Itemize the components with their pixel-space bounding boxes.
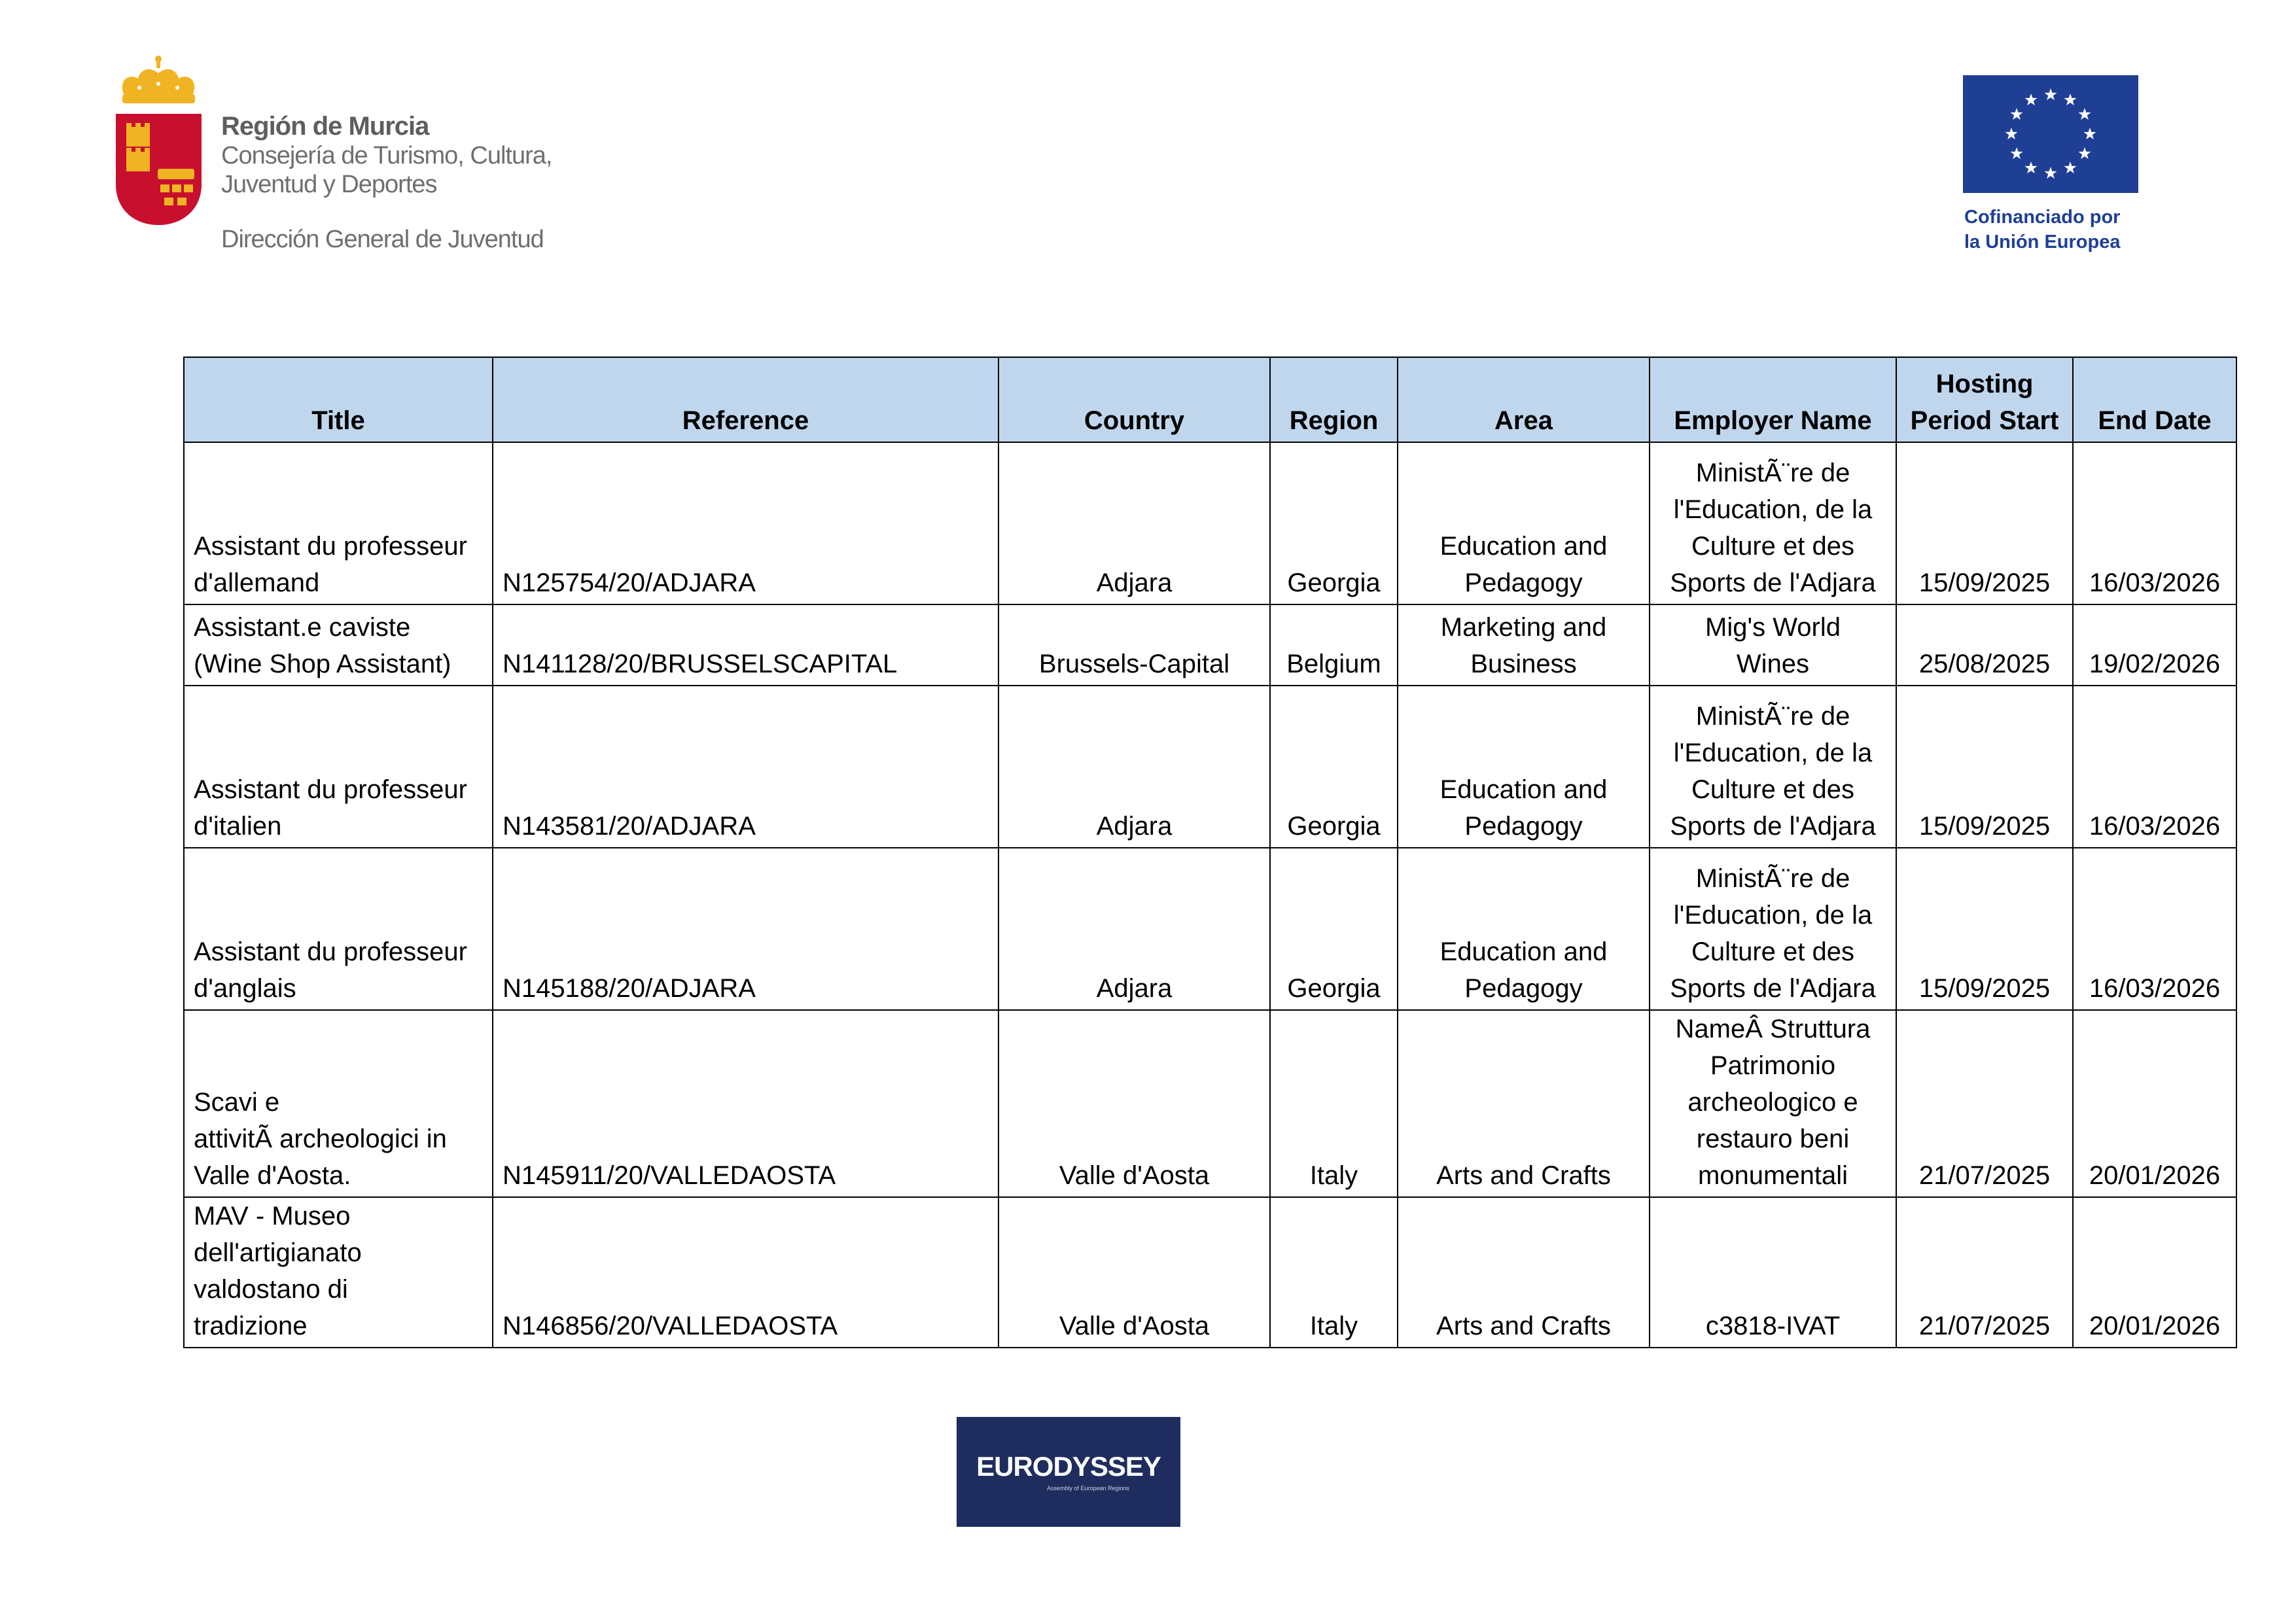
cell-employer-line: MinistÃ¨re de (1695, 459, 1850, 487)
eu-flag-icon (1963, 75, 2138, 193)
cell-employer-line: restauro beni (1696, 1125, 1850, 1153)
cell-title (184, 604, 493, 686)
cell-title-line: Assistant du professeur (194, 532, 467, 561)
cell-country: Adjara (998, 686, 1270, 848)
cell-region: Belgium (1270, 604, 1398, 686)
cell-start-date: 25/08/2025 (1896, 604, 2073, 686)
region-murcia-text (221, 111, 552, 254)
header-country: Country (998, 357, 1270, 442)
table-row (184, 442, 2236, 604)
cell-employer-line: Sports de l'Adjara (1670, 568, 1876, 597)
cell-country: Valle d'Aosta (998, 1010, 1270, 1197)
cell-area (1398, 686, 1650, 848)
cell-title (184, 442, 493, 604)
cell-end-date: 20/01/2026 (2073, 1197, 2236, 1348)
cell-area (1398, 442, 1650, 604)
cell-end-date: 19/02/2026 (2073, 604, 2236, 686)
cell-employer-line: monumentali (1697, 1161, 1848, 1190)
cell-area (1398, 1010, 1650, 1197)
cell-area-line: Education and (1439, 775, 1608, 804)
cell-employer-line: Sports de l'Adjara (1670, 812, 1876, 841)
cell-employer-line: MinistÃ¨re de (1695, 864, 1850, 893)
cell-employer-line: archeologico e (1687, 1088, 1858, 1117)
header-title: Title (184, 357, 493, 442)
eu-text-line1: Cofinanciado por (1964, 207, 2121, 228)
cell-region: Italy (1270, 1197, 1398, 1348)
cell-reference: N145188/20/ADJARA (493, 848, 998, 1010)
cell-region: Italy (1270, 1010, 1398, 1197)
cell-title (184, 848, 493, 1010)
header-employer: Employer Name (1650, 357, 1896, 442)
cell-employer-line: Wines (1736, 650, 1810, 678)
cell-area-line: Arts and Crafts (1436, 1312, 1611, 1340)
cell-country: Brussels-Capital (998, 604, 1270, 686)
cell-reference: N141128/20/BRUSSELSCAPITAL (493, 604, 998, 686)
cell-region: Georgia (1270, 848, 1398, 1010)
cell-area-line: Education and (1439, 532, 1608, 561)
cell-title-line: (Wine Shop Assistant) (194, 650, 451, 678)
cell-title-line: attivitÃ archeologici in (194, 1125, 447, 1153)
cell-employer-line: l'Education, de la (1673, 901, 1873, 930)
header-reference: Reference (493, 357, 998, 442)
cell-title-line: tradizione (194, 1312, 308, 1340)
table-header-row (184, 357, 2236, 442)
cell-area (1398, 604, 1650, 686)
cell-title-line: valdostano di (194, 1275, 348, 1304)
cell-title-line: Assistant du professeur (194, 775, 467, 804)
logo-line-juventud: Juventud y Deportes (221, 171, 437, 198)
cell-start-date: 15/09/2025 (1896, 848, 2073, 1010)
crown-shield-icon (115, 54, 203, 230)
cell-employer-line: Culture et des (1691, 775, 1855, 804)
cell-title-line: Scavi e (194, 1088, 280, 1117)
cell-title-line: d'italien (194, 812, 282, 841)
cell-employer-line: Patrimonio (1710, 1051, 1836, 1080)
cell-start-date: 21/07/2025 (1896, 1197, 2073, 1348)
cell-end-date: 16/03/2026 (2073, 442, 2236, 604)
cell-area-line: Pedagogy (1464, 568, 1583, 597)
cell-employer-line: c3818-IVAT (1705, 1312, 1841, 1340)
cell-area-line: Pedagogy (1464, 974, 1583, 1003)
cell-title-line: Valle d'Aosta. (194, 1161, 351, 1190)
cell-title (184, 1197, 493, 1348)
cell-employer-line: Culture et des (1691, 937, 1855, 966)
cell-employer-line: Mig's World (1705, 613, 1841, 642)
offers-table (183, 357, 2237, 1348)
cell-area-line: Business (1470, 650, 1577, 678)
cell-start-date: 15/09/2025 (1896, 442, 2073, 604)
cell-region: Georgia (1270, 442, 1398, 604)
eurodyssey-brand: EURODYSSEY (976, 1451, 1161, 1482)
cell-title (184, 686, 493, 848)
cell-employer-line: Culture et des (1691, 532, 1855, 561)
cell-country: Valle d'Aosta (998, 1197, 1270, 1348)
cell-reference: N143581/20/ADJARA (493, 686, 998, 848)
cell-employer-line: l'Education, de la (1673, 495, 1873, 524)
cell-reference: N145911/20/VALLEDAOSTA (493, 1010, 998, 1197)
table-row (184, 686, 2236, 848)
logo-line-consejeria: Consejería de Turismo, Cultura, (221, 142, 552, 169)
cell-employer (1650, 442, 1896, 604)
cell-end-date: 20/01/2026 (2073, 1010, 2236, 1197)
header-hosting-start: Hosting Period Start (1896, 357, 2073, 442)
cell-area (1398, 848, 1650, 1010)
header-area: Area (1398, 357, 1650, 442)
cell-title (184, 1010, 493, 1197)
cell-country: Adjara (998, 442, 1270, 604)
cell-title-line: MAV - Museo (194, 1202, 351, 1230)
cell-area-line: Education and (1439, 937, 1608, 966)
cell-start-date: 15/09/2025 (1896, 686, 2073, 848)
cell-employer-line: NameÂ Struttura (1675, 1015, 1871, 1043)
logo-line-region: Región de Murcia (221, 112, 429, 141)
eurodyssey-tagline: Assembly of European Regions (1046, 1485, 1130, 1492)
cell-area-line: Marketing and (1440, 613, 1607, 642)
table-row (184, 1197, 2236, 1348)
eu-text-line2: la Unión Europea (1964, 232, 2121, 253)
cell-start-date: 21/07/2025 (1896, 1010, 2073, 1197)
cell-reference: N125754/20/ADJARA (493, 442, 998, 604)
eu-cofinanced-text (1964, 205, 2140, 254)
cell-employer (1650, 686, 1896, 848)
cell-employer (1650, 604, 1896, 686)
cell-employer (1650, 1197, 1896, 1348)
cell-region: Georgia (1270, 686, 1398, 848)
table-row (184, 848, 2236, 1010)
cell-end-date: 16/03/2026 (2073, 686, 2236, 848)
header-region: Region (1270, 357, 1398, 442)
eurodyssey-logo (957, 1417, 1180, 1527)
table-row (184, 604, 2236, 686)
logo-line-direccion: Dirección General de Juventud (221, 226, 544, 253)
cell-country: Adjara (998, 848, 1270, 1010)
cell-title-line: d'anglais (194, 974, 296, 1003)
cell-area (1398, 1197, 1650, 1348)
cell-employer-line: l'Education, de la (1673, 739, 1873, 767)
table-row (184, 1010, 2236, 1197)
region-murcia-logo (115, 54, 573, 263)
cell-end-date: 16/03/2026 (2073, 848, 2236, 1010)
cell-employer (1650, 1010, 1896, 1197)
cell-title-line: dell'artigianato (194, 1238, 362, 1267)
cell-title-line: Assistant.e caviste (194, 613, 411, 642)
eu-cofinanced-logo (1963, 75, 2140, 265)
cell-area-line: Pedagogy (1464, 812, 1583, 841)
header-end-date: End Date (2073, 357, 2236, 442)
cell-employer (1650, 848, 1896, 1010)
cell-title-line: Assistant du professeur (194, 937, 467, 966)
cell-employer-line: Sports de l'Adjara (1670, 974, 1876, 1003)
cell-employer-line: MinistÃ¨re de (1695, 702, 1850, 731)
cell-area-line: Arts and Crafts (1436, 1161, 1611, 1190)
cell-title-line: d'allemand (194, 568, 320, 597)
cell-reference: N146856/20/VALLEDAOSTA (493, 1197, 998, 1348)
